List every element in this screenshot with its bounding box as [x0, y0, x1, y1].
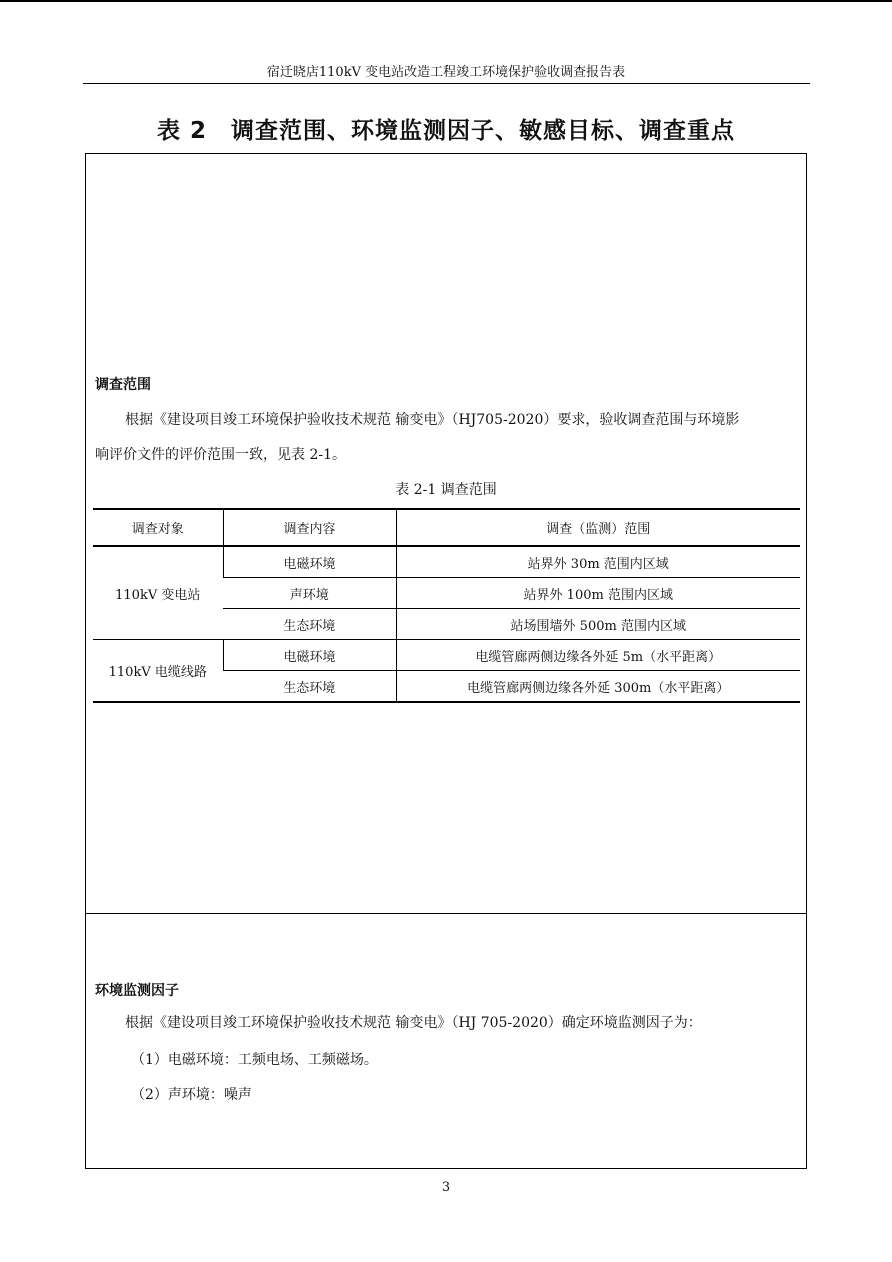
table-row	[93, 546, 800, 578]
page-number: 3	[441, 1180, 451, 1195]
table-header-row	[93, 509, 800, 546]
table-cell-range: 电缆管廊两侧边缘各外延 300m（水平距离）	[396, 671, 800, 703]
factor-item-electromagnetic: （1）电磁环境：工频电场、工频磁场。	[131, 1052, 378, 1068]
table-cell-object: 110kV 变电站	[93, 546, 223, 640]
column-header: 调查（监测）范围	[396, 509, 800, 546]
section-heading-monitoring-factors: 环境监测因子	[95, 983, 179, 999]
table-cell-content: 生态环境	[223, 671, 396, 703]
running-header: 宿迁晓店110kV 变电站改造工程竣工环境保护验收调查报告表	[266, 65, 626, 80]
table-row	[93, 640, 800, 671]
survey-scope-table	[93, 508, 800, 703]
survey-scope-paragraph	[95, 403, 801, 473]
table-cell-content: 生态环境	[223, 609, 396, 640]
table-cell-content: 电磁环境	[223, 640, 396, 671]
paragraph-line: 响评价文件的评价范围一致，见表 2-1。	[95, 447, 346, 463]
monitoring-factors-paragraph	[95, 1006, 801, 1041]
factor-item-noise: （2）声环境：噪声	[131, 1087, 252, 1103]
table-cell-object: 110kV 电缆线路	[93, 640, 223, 703]
header-rule	[83, 83, 810, 84]
paragraph-line: 根据《建设项目竣工环境保护验收技术规范 输变电》（HJ 705-2020）确定环境监测因子为：	[125, 1015, 702, 1031]
table-caption: 表 2-1 调查范围	[395, 482, 497, 498]
paragraph-line: 根据《建设项目竣工环境保护验收技术规范 输变电》（HJ705-2020）要求，验收调查范围与环境影	[125, 412, 740, 428]
page-title: 表 2 调查范围、环境监测因子、敏感目标、调查重点	[156, 118, 735, 144]
column-header: 调查对象	[93, 509, 223, 546]
table-cell-range: 站场围墙外 500m 范围内区域	[396, 609, 800, 640]
table-cell-range: 站界外 100m 范围内区域	[396, 578, 800, 609]
column-header: 调查内容	[223, 509, 396, 546]
table-cell-range: 电缆管廊两侧边缘各外延 5m（水平距离）	[396, 640, 800, 671]
table-cell-content: 电磁环境	[223, 546, 396, 578]
table-cell-range: 站界外 30m 范围内区域	[396, 546, 800, 578]
table-cell-content: 声环境	[223, 578, 396, 609]
section-heading-survey-scope: 调查范围	[95, 377, 151, 393]
page-top-border	[0, 0, 892, 2]
frame-divider	[85, 913, 807, 914]
